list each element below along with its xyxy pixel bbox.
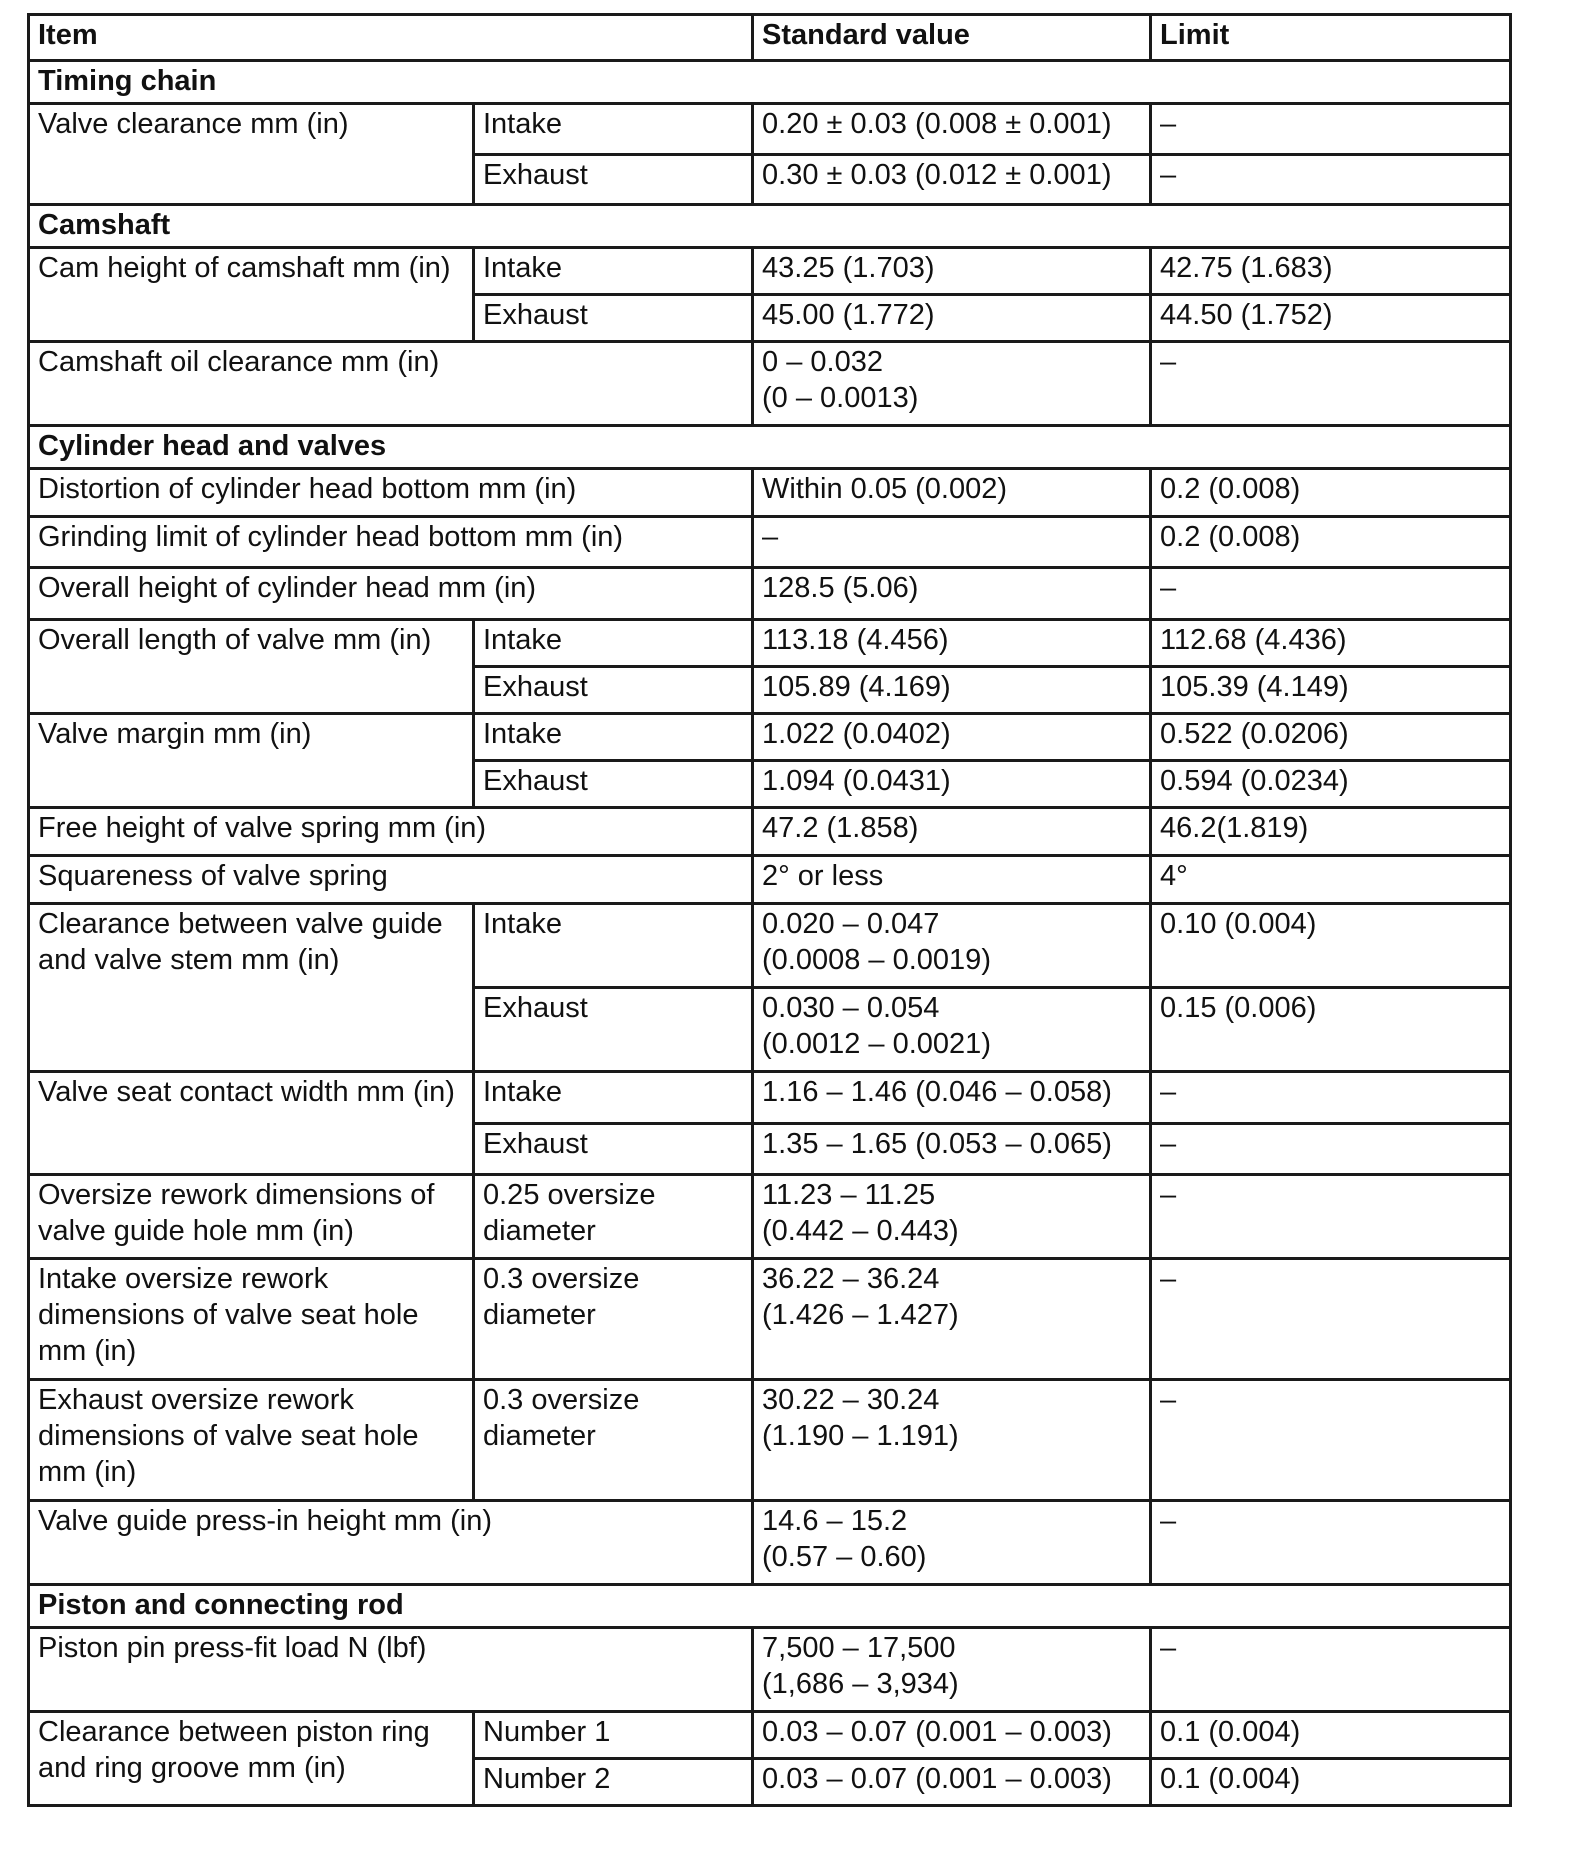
table-row <box>29 714 1511 761</box>
table-row <box>29 1712 1511 1759</box>
header-limit: Limit <box>1151 15 1511 61</box>
limit-cell: 42.75 (1.683) <box>1151 248 1511 295</box>
table-row <box>29 1380 1511 1501</box>
sub-item-cell: 0.3 oversize diameter <box>474 1259 753 1380</box>
sub-item-cell: Intake <box>474 620 753 667</box>
standard-value-cell: 0.03 – 0.07 (0.001 – 0.003) <box>753 1712 1151 1759</box>
limit-cell: 112.68 (4.436) <box>1151 620 1511 667</box>
item-cell: Grinding limit of cylinder head bottom mm (in) <box>29 517 753 568</box>
sub-item-cell: Exhaust <box>474 988 753 1072</box>
standard-value-cell: – <box>753 517 1151 568</box>
limit-cell: – <box>1151 568 1511 620</box>
item-cell: Camshaft oil clearance mm (in) <box>29 342 753 426</box>
sub-item-cell: Intake <box>474 1072 753 1124</box>
sub-item-cell: Exhaust <box>474 667 753 714</box>
item-cell: Overall height of cylinder head mm (in) <box>29 568 753 620</box>
section-heading: Timing chain <box>29 61 1511 104</box>
standard-value-cell: 105.89 (4.169) <box>753 667 1151 714</box>
limit-cell: 0.2 (0.008) <box>1151 469 1511 517</box>
sub-item-cell: Exhaust <box>474 1124 753 1175</box>
standard-value-cell: 113.18 (4.456) <box>753 620 1151 667</box>
table-row <box>29 469 1511 517</box>
item-cell: Piston pin press-fit load N (lbf) <box>29 1628 753 1712</box>
table-row <box>29 1501 1511 1585</box>
standard-value-cell: 128.5 (5.06) <box>753 568 1151 620</box>
limit-cell: 0.594 (0.0234) <box>1151 761 1511 808</box>
standard-value-cell: 1.022 (0.0402) <box>753 714 1151 761</box>
standard-value-cell: Within 0.05 (0.002) <box>753 469 1151 517</box>
standard-value-cell: 1.35 – 1.65 (0.053 – 0.065) <box>753 1124 1151 1175</box>
standard-value-cell: 0.020 – 0.047 (0.0008 – 0.0019) <box>753 904 1151 988</box>
standard-value-cell: 43.25 (1.703) <box>753 248 1151 295</box>
item-cell: Overall length of valve mm (in) <box>29 620 474 714</box>
section-row <box>29 61 1511 104</box>
sub-item-cell: Exhaust <box>474 295 753 342</box>
standard-value-cell: 11.23 – 11.25 (0.442 – 0.443) <box>753 1175 1151 1259</box>
table-row <box>29 1072 1511 1124</box>
limit-cell: 0.15 (0.006) <box>1151 988 1511 1072</box>
limit-cell: – <box>1151 1175 1511 1259</box>
sub-item-cell: Intake <box>474 248 753 295</box>
table-row <box>29 517 1511 568</box>
limit-cell: 4° <box>1151 856 1511 904</box>
table-row <box>29 1175 1511 1259</box>
header-item: Item <box>29 15 753 61</box>
header-standard-value: Standard value <box>753 15 1151 61</box>
limit-cell: – <box>1151 342 1511 426</box>
table-row <box>29 808 1511 856</box>
sub-item-cell: Number 2 <box>474 1759 753 1806</box>
limit-cell: 0.1 (0.004) <box>1151 1712 1511 1759</box>
standard-value-cell: 0.03 – 0.07 (0.001 – 0.003) <box>753 1759 1151 1806</box>
standard-value-cell: 0.030 – 0.054 (0.0012 – 0.0021) <box>753 988 1151 1072</box>
standard-value-cell: 0 – 0.032 (0 – 0.0013) <box>753 342 1151 426</box>
sub-item-cell: Exhaust <box>474 155 753 205</box>
standard-value-cell: 36.22 – 36.24 (1.426 – 1.427) <box>753 1259 1151 1380</box>
item-cell: Valve guide press-in height mm (in) <box>29 1501 753 1585</box>
standard-value-cell: 30.22 – 30.24 (1.190 – 1.191) <box>753 1380 1151 1501</box>
table-row <box>29 904 1511 988</box>
limit-cell: 105.39 (4.149) <box>1151 667 1511 714</box>
item-cell: Cam height of camshaft mm (in) <box>29 248 474 342</box>
standard-value-cell: 0.20 ± 0.03 (0.008 ± 0.001) <box>753 104 1151 155</box>
item-cell: Valve margin mm (in) <box>29 714 474 808</box>
table-row <box>29 856 1511 904</box>
standard-value-cell: 14.6 – 15.2 (0.57 – 0.60) <box>753 1501 1151 1585</box>
header-row <box>29 15 1511 61</box>
table-row <box>29 248 1511 295</box>
item-cell: Squareness of valve spring <box>29 856 753 904</box>
limit-cell: – <box>1151 1124 1511 1175</box>
item-cell: Free height of valve spring mm (in) <box>29 808 753 856</box>
standard-value-cell: 1.094 (0.0431) <box>753 761 1151 808</box>
table-row <box>29 1259 1511 1380</box>
sub-item-cell: Intake <box>474 904 753 988</box>
spec-table <box>27 13 1512 1807</box>
section-row <box>29 426 1511 469</box>
limit-cell: – <box>1151 104 1511 155</box>
section-heading: Camshaft <box>29 205 1511 248</box>
limit-cell: – <box>1151 1072 1511 1124</box>
item-cell: Clearance between piston ring and ring groove mm (in) <box>29 1712 474 1806</box>
standard-value-cell: 47.2 (1.858) <box>753 808 1151 856</box>
sub-item-cell: Intake <box>474 714 753 761</box>
item-cell: Valve clearance mm (in) <box>29 104 474 205</box>
table-row <box>29 1628 1511 1712</box>
sub-item-cell: Exhaust <box>474 761 753 808</box>
section-row <box>29 205 1511 248</box>
sub-item-cell: Number 1 <box>474 1712 753 1759</box>
standard-value-cell: 2° or less <box>753 856 1151 904</box>
limit-cell: 46.2(1.819) <box>1151 808 1511 856</box>
standard-value-cell: 0.30 ± 0.03 (0.012 ± 0.001) <box>753 155 1151 205</box>
limit-cell: – <box>1151 1259 1511 1380</box>
sub-item-cell: 0.25 oversize diameter <box>474 1175 753 1259</box>
limit-cell: – <box>1151 155 1511 205</box>
item-cell: Exhaust oversize rework dimensions of valve seat hole mm (in) <box>29 1380 474 1501</box>
sub-item-cell: Intake <box>474 104 753 155</box>
limit-cell: – <box>1151 1501 1511 1585</box>
table-row <box>29 620 1511 667</box>
limit-cell: 44.50 (1.752) <box>1151 295 1511 342</box>
item-cell: Intake oversize rework dimensions of valve seat hole mm (in) <box>29 1259 474 1380</box>
limit-cell: 0.522 (0.0206) <box>1151 714 1511 761</box>
standard-value-cell: 45.00 (1.772) <box>753 295 1151 342</box>
table-row <box>29 568 1511 620</box>
limit-cell: 0.1 (0.004) <box>1151 1759 1511 1806</box>
standard-value-cell: 7,500 – 17,500 (1,686 – 3,934) <box>753 1628 1151 1712</box>
limit-cell: 0.2 (0.008) <box>1151 517 1511 568</box>
limit-cell: – <box>1151 1380 1511 1501</box>
item-cell: Distortion of cylinder head bottom mm (in) <box>29 469 753 517</box>
section-heading: Cylinder head and valves <box>29 426 1511 469</box>
sub-item-cell: 0.3 oversize diameter <box>474 1380 753 1501</box>
table-row <box>29 104 1511 155</box>
item-cell: Oversize rework dimensions of valve guide hole mm (in) <box>29 1175 474 1259</box>
table-row <box>29 342 1511 426</box>
section-heading: Piston and connecting rod <box>29 1585 1511 1628</box>
limit-cell: – <box>1151 1628 1511 1712</box>
standard-value-cell: 1.16 – 1.46 (0.046 – 0.058) <box>753 1072 1151 1124</box>
limit-cell: 0.10 (0.004) <box>1151 904 1511 988</box>
section-row <box>29 1585 1511 1628</box>
item-cell: Valve seat contact width mm (in) <box>29 1072 474 1175</box>
item-cell: Clearance between valve guide and valve stem mm (in) <box>29 904 474 1072</box>
